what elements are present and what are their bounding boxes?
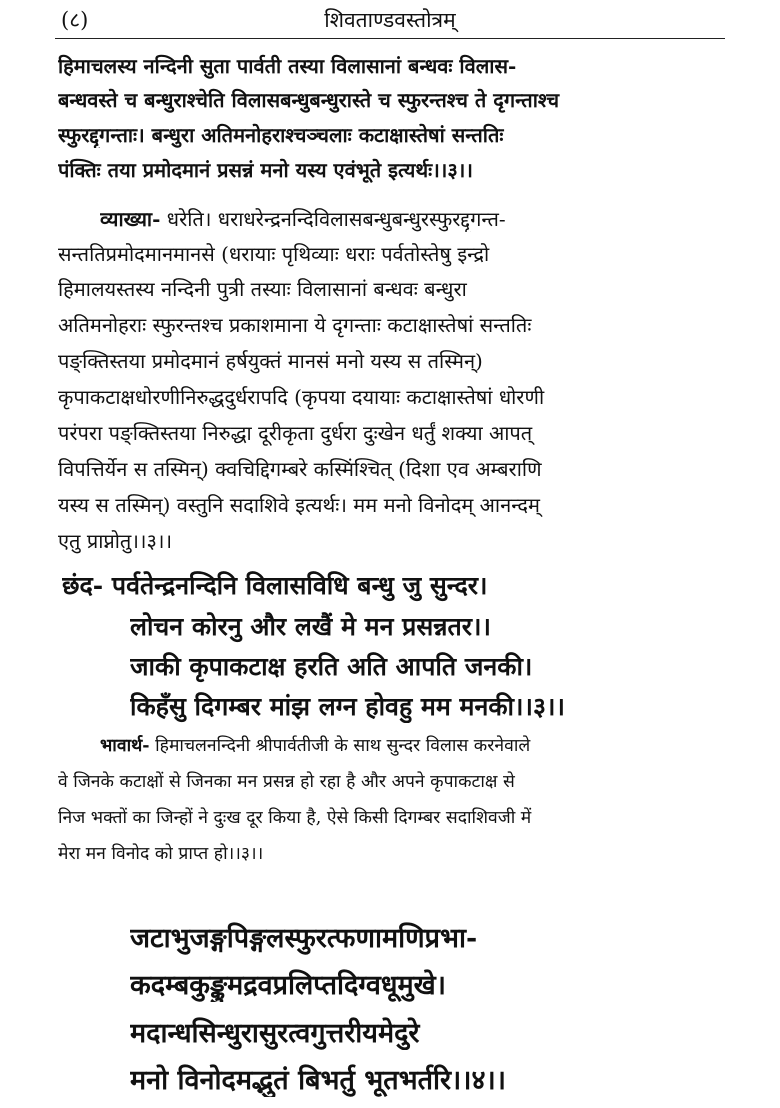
verse-line: मदान्धसिन्धुरासुरत्वगुत्तरीयमेदुरे — [130, 1018, 420, 1049]
gloss-line: स्फुरद्दृगन्ताः। बन्धुरा अतिमनोहराश्चञ्चलाः कटाक्षास्तेषां सन्ततिः — [58, 123, 504, 147]
vyakhya-line: विपत्तिर्येन स तस्मिन्) क्वचिद्दिगम्बरे कस्मिंश्चित् (दिशा एव अम्बराणि — [58, 457, 542, 481]
vyakhya-line: परंपरा पङ्क्तिस्तया निरुद्धा दूरीकृता दुर्धरा दुःखेन धर्तुं शक्या आपत् — [58, 421, 533, 445]
vyakhya-label: व्याख्या- — [100, 207, 161, 231]
vyakhya-text: धरेति। धराधरेन्द्रनन्दिविलासबन्धुबन्धुरस्फुरद्दृगन्त- — [166, 207, 506, 231]
bhavarth-label: भावार्थ- — [100, 736, 150, 756]
gloss-line: पंक्तिः तया प्रमोदमानं प्रसन्नं मनो यस्य एवंभूते इत्यर्थः।।३।। — [58, 158, 473, 182]
chhand-label: छंद- — [62, 571, 104, 600]
bhavarth-line: निज भक्तों का जिन्हों ने दुःख दूर किया है, ऐसे किसी दिगम्बर सदाशिवजी में — [58, 808, 532, 828]
vyakhya-line: अतिमनोहराः स्फुरन्तश्च प्रकाशमाना ये दृगन्ताः कटाक्षास्तेषां सन्ततिः — [58, 313, 532, 337]
gloss-line: बन्धवस्ते च बन्धुराश्चेति विलासबन्धुबन्धुरास्ते च स्फुरन्तश्च ते दृगन्ताश्च — [58, 88, 560, 112]
chhand-line: किहँसु दिगम्बर मांझ लग्न होवहु मम मनकी।।३।। — [130, 692, 565, 721]
chhand-line: जाकी कृपाकटाक्ष हरति अति आपति जनकी। — [130, 652, 533, 681]
bhavarth-line: वे जिनके कटाक्षों से जिनका मन प्रसन्न हो रहा है और अपने कृपाकटाक्ष से — [58, 772, 515, 792]
verse-line: जटाभुजङ्गपिङ्गलस्फुरत्फणामणिप्रभा- — [130, 923, 478, 954]
vyakhya-first-line — [100, 205, 728, 232]
vyakhya-line: कृपाकटाक्षधोरणीनिरुद्धदुर्धरापदि (कृपया दयायाः कटाक्षास्तेषां धोरणी — [58, 385, 545, 409]
chhand-first-line — [62, 568, 722, 602]
vyakhya-line: सन्ततिप्रमोदमानमानसे (धरायाः पृथिव्याः धराः पर्वतोस्तेषु इन्द्रो — [58, 242, 490, 266]
verse-line: मनो विनोदमद्भुतं बिभर्तु भूतभर्तरि।।४।। — [130, 1065, 507, 1096]
page-number: (८) — [61, 8, 89, 32]
vyakhya-line: हिमालयस्तस्य नन्दिनी पुत्री तस्याः विलासानां बन्धवः बन्धुरा — [58, 277, 467, 301]
page-title: शिवताण्डवस्तोत्रम् — [324, 8, 456, 32]
chhand-line: लोचन कोरनु और लखैं मे मन प्रसन्नतर।। — [130, 612, 491, 641]
chhand-text: पर्वतेन्द्रनन्दिनि विलासविधि बन्धु जु सुन्दर। — [111, 571, 488, 600]
bhavarth-line: मेरा मन विनोद को प्राप्त हो।।३।। — [58, 844, 264, 864]
verse-line: कदम्बकुङ्कुमद्रवप्रलिप्तदिग्वधूमुखे। — [130, 970, 446, 1001]
gloss-line: हिमाचलस्य नन्दिनी सुता पार्वती तस्या विलासानां बन्धवः विलास- — [58, 54, 517, 78]
vyakhya-line: पङ्क्तिस्तया प्रमोदमानं हर्षयुक्तं मानसं मनो यस्य स तस्मिन्) — [58, 349, 483, 373]
running-header — [55, 6, 725, 39]
bhavarth-first-line — [100, 733, 728, 757]
bhavarth-text: हिमाचलनन्दिनी श्रीपार्वतीजी के साथ सुन्दर विलास करनेवाले — [155, 736, 531, 756]
vyakhya-line: यस्य स तस्मिन्) वस्तुनि सदाशिवे इत्यर्थः। मम मनो विनोदम् आनन्दम् — [58, 493, 540, 517]
vyakhya-line: एतु प्राप्नोतु।।३।। — [58, 529, 173, 553]
